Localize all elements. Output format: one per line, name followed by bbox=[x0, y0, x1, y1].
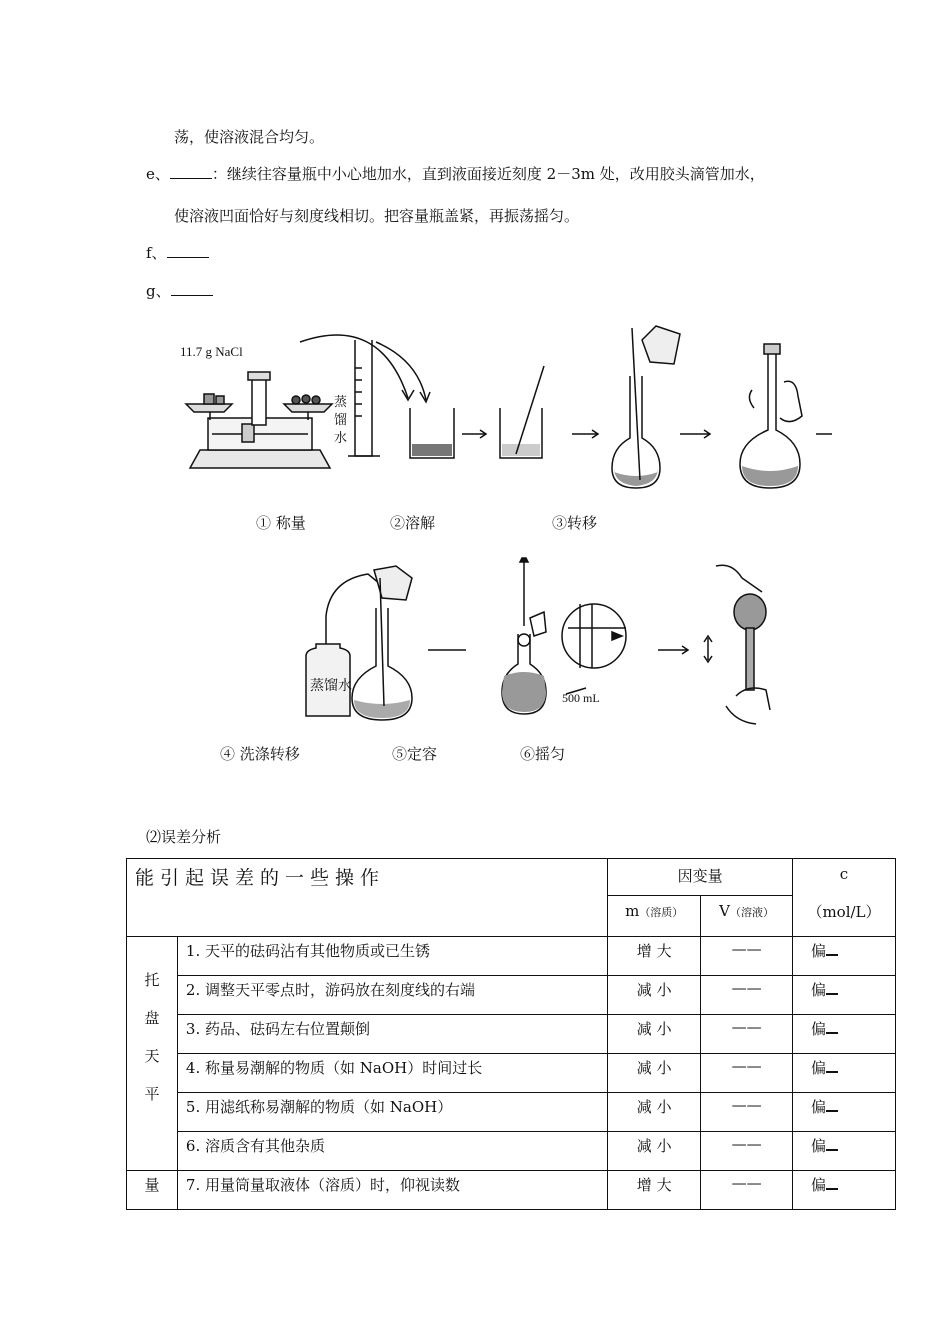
answer-blank-e bbox=[170, 166, 212, 179]
nacl-label: 11.7 g NaCl bbox=[180, 344, 243, 359]
procedure-figure-bottom bbox=[296, 556, 796, 728]
header-mass: m（溶质） bbox=[608, 896, 701, 937]
volumetric-flask-pouring-icon bbox=[612, 326, 680, 488]
instruction-e-text: ：继续往容量瓶中小心地加水，直到液面接近刻度 2－3m 处，改用胶头滴管加水， bbox=[211, 165, 765, 183]
distilled-water-bottle-label: 蒸馏水 bbox=[310, 679, 352, 694]
meniscus-magnifier-icon bbox=[562, 604, 626, 694]
caption-shake: ⑥摇匀 bbox=[520, 745, 566, 763]
table-row-op: 7. 用量筒量取液体（溶质）时，仰视读数 bbox=[177, 1171, 607, 1210]
wash-bottle-icon bbox=[306, 574, 380, 716]
table-row-op: 2. 调整天平零点时，游码放在刻度线的右端 bbox=[177, 976, 607, 1015]
caption-weigh: ① 称量 bbox=[256, 514, 306, 532]
instruction-line-e-cont: 使溶液凹面恰好与刻度线相切。把容量瓶盖紧，再振荡摇匀。 bbox=[174, 207, 580, 225]
caption-wash-transfer: ④ 洗涤转移 bbox=[220, 745, 300, 763]
header-volume: V（溶液） bbox=[701, 896, 793, 937]
header-dependent: 因变量 bbox=[608, 859, 793, 896]
category-cylinder: 量 bbox=[127, 1171, 178, 1210]
water-label-3: 水 bbox=[334, 430, 348, 445]
answer-blank-f bbox=[167, 245, 209, 258]
table-row-op: 1. 天平的砝码沾有其他物质或已生锈 bbox=[177, 937, 607, 976]
beaker-with-rod-icon bbox=[500, 366, 544, 458]
header-concentration: c （mol/L） bbox=[793, 859, 896, 937]
answer-blank-g bbox=[171, 283, 213, 296]
instruction-line-e bbox=[146, 163, 765, 184]
table-row-op: 6. 溶质含有其他杂质 bbox=[177, 1132, 607, 1171]
flask-shaking-icon bbox=[716, 565, 770, 724]
balance-icon bbox=[186, 372, 332, 468]
caption-dissolve: ②溶解 bbox=[390, 514, 436, 532]
graduated-cylinder-icon bbox=[348, 340, 380, 456]
volume-label: 500 mL bbox=[562, 691, 600, 705]
error-analysis-table: 能引起误差的一些操作 因变量 c （mol/L） m（溶质） V（溶液） 托 盘 天 平 1. 天平的砝码沾有其他物质或已生锈 增 大 —— 偏 2. 调整天平零点时，游码放在刻度线的右端 减 小 —— 偏 3. 药品、砝码左右位置颠倒 减 小 —— 偏 4. 称量易潮解的物质（如 NaOH）时间过长 减 小 —— 偏 5. 用滤纸称易潮解的物质（如 NaOH） 减 小 —— 偏 6. 溶质含有其他杂质 减 小 —— 偏 量 7. 用量筒量取液体（溶质）时，仰视读数 增 大 —— 偏 bbox=[126, 858, 896, 1210]
label-f: f、 bbox=[146, 244, 167, 262]
caption-transfer: ③转移 bbox=[552, 514, 598, 532]
flask-with-dropper-icon bbox=[502, 558, 546, 714]
procedure-figure-top bbox=[180, 320, 840, 495]
flask-washing-icon bbox=[352, 566, 412, 720]
instruction-line-g bbox=[146, 280, 213, 301]
beaker-with-salt-icon bbox=[410, 408, 454, 458]
section-title: ⑵误差分析 bbox=[146, 828, 222, 846]
label-g: g、 bbox=[146, 282, 171, 300]
instruction-line-f bbox=[146, 242, 209, 263]
water-label-1: 蒸 bbox=[334, 394, 348, 409]
caption-constant-volume: ⑤定容 bbox=[392, 745, 438, 763]
label-e: e、 bbox=[146, 165, 170, 183]
table-row-op: 3. 药品、砝码左右位置颠倒 bbox=[177, 1015, 607, 1054]
water-label-2: 馏 bbox=[334, 412, 348, 427]
table-row-op: 4. 称量易潮解的物质（如 NaOH）时间过长 bbox=[177, 1054, 607, 1093]
instruction-line-d-tail: 荡，使溶液混合均匀。 bbox=[174, 128, 325, 146]
header-operations: 能引起误差的一些操作 bbox=[127, 859, 608, 937]
table-row-op: 5. 用滤纸称易潮解的物质（如 NaOH） bbox=[177, 1093, 607, 1132]
category-balance: 托 盘 天 平 bbox=[127, 937, 178, 1171]
flask-in-hand-icon bbox=[740, 344, 802, 488]
